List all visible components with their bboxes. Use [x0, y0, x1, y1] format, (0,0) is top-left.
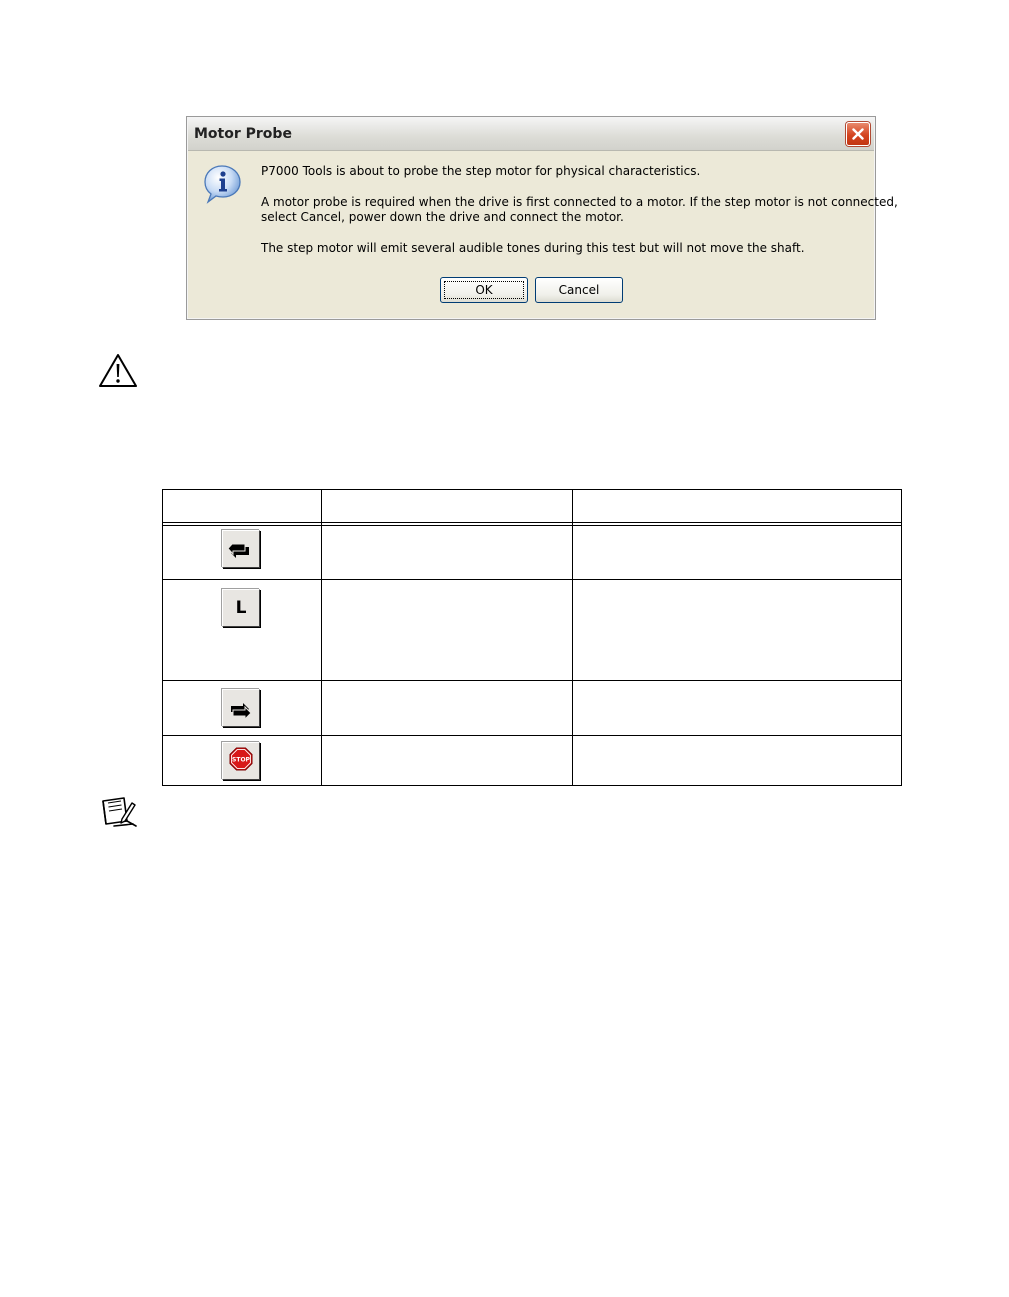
- table-rule: [162, 680, 902, 681]
- stop-button[interactable]: [222, 742, 260, 780]
- table-rule: [901, 489, 902, 786]
- l-button[interactable]: [222, 589, 260, 627]
- forward-arrow-icon: [223, 690, 259, 726]
- table-rule: [162, 522, 902, 523]
- stop-icon-text: STOP: [232, 756, 250, 764]
- dialog-message-line: P7000 Tools is about to probe the step motor for physical characteristics.: [261, 164, 701, 178]
- dialog-message-line: A motor probe is required when the drive is first connected to a motor. If the step motor is not connected,: [261, 195, 898, 209]
- close-icon: [852, 128, 864, 140]
- motor-probe-dialog: [186, 116, 898, 320]
- table-rule: [162, 785, 902, 786]
- forward-button[interactable]: [222, 689, 260, 727]
- note-icon: [100, 795, 140, 831]
- stop-icon: [223, 743, 259, 779]
- letter-l-icon: L: [235, 598, 247, 618]
- table-rule: [572, 489, 573, 786]
- dialog-title: Motor Probe: [194, 126, 292, 142]
- table-rule: [162, 525, 902, 526]
- back-arrow-icon: [223, 531, 259, 567]
- table-rule: [162, 735, 902, 736]
- button-reference-table: [162, 489, 902, 786]
- table-rule: [162, 489, 163, 786]
- caution-icon: [98, 353, 138, 389]
- table-rule: [162, 489, 902, 490]
- dialog-message-line: select Cancel, power down the drive and connect the motor.: [261, 210, 624, 224]
- ok-button-label: OK: [475, 283, 493, 297]
- table-rule: [321, 489, 322, 786]
- table-rule: [162, 579, 902, 580]
- cancel-button-label: Cancel: [558, 283, 600, 297]
- cancel-button[interactable]: [535, 277, 623, 303]
- info-icon: [202, 163, 244, 205]
- back-button[interactable]: [222, 530, 260, 568]
- ok-button[interactable]: [440, 277, 528, 303]
- close-button[interactable]: [846, 122, 870, 146]
- dialog-message-line: The step motor will emit several audible tones during this test but will not move the shaft.: [261, 241, 805, 255]
- dialog-titlebar[interactable]: [188, 118, 874, 151]
